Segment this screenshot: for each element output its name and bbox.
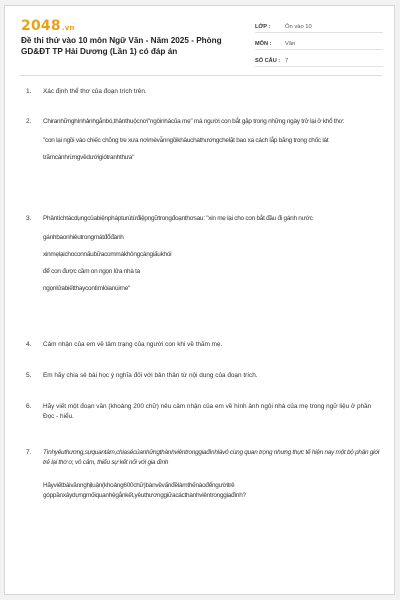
exam-meta	[255, 20, 383, 71]
question-context: Tìnhyêuthương,sựquantâm,chiasẻcủanhữngthànhviêntronggiađìnhlàvô cùng quan trọng nhưng thực tế hiện nay một bộ phận giới trẻ lại thờ ơ, vô cảm, thiếu sự kết nối với gia đình	[43, 449, 380, 466]
question-text: Cảm nhận của em về tâm trạng của người con khi về thăm mẹ.	[43, 341, 223, 348]
meta-value: 7	[285, 58, 289, 64]
meta-row-class	[255, 20, 383, 33]
question-number: 1.	[26, 88, 32, 95]
question-number: 6.	[26, 403, 32, 410]
question-number: 7.	[26, 449, 32, 456]
question-number: 5.	[26, 372, 32, 379]
question-text: Phântíchtácdụngcủabiệnphápturùtừđiệpngữtrongđoạnthơsau: "xin mẹ lại cho con bắt đầu đi gánh nước	[43, 215, 313, 222]
question-text: Hãyviếtbàivănnghịluận(khoảng600chữ)bànvềvấnđềlàmthếnàođểngườitrẻ góppầnxâydựngmốiquanhệgắnkết,yêuthươnggiữacácthànhviêntronggiađình?	[43, 482, 246, 499]
question-body	[43, 402, 381, 429]
meta-key: LỚP :	[255, 24, 271, 30]
meta-value: Văn	[285, 41, 296, 47]
logo-text: 2048	[21, 18, 61, 34]
question-body	[43, 371, 381, 388]
quote-line: "con lại ngồi vào chiếc chõng tre xưa nơimèvẫnngồikhâuchathươngchelặt bao xa cách lắp băng trong chốc lát	[43, 136, 329, 144]
exam-title: Đề thi thử vào 10 môn Ngữ Văn - Năm 2025 - Phòng GD&ĐT TP Hải Dương (Lần 1) có đáp án	[21, 36, 222, 56]
question-number: 3.	[26, 215, 32, 222]
question-text: Em hãy chia sẻ bài học ý nghĩa đối với bản thân từ nội dung của đoạn trích.	[43, 372, 258, 379]
header	[5, 6, 394, 69]
quote-line: xinmẹlạichoconnấubữacommákhôngcàngiấukhói	[43, 250, 172, 258]
question-text: Xác định thể thơ của đoạn trích trên.	[43, 88, 147, 95]
quote-line: để con được cầm on ngọn lửa nhà ta	[43, 267, 140, 275]
question-text: Hãy viết một đoạn văn (khoảng 200 chữ) nêu cảm nhận của em về hình ảnh ngôi nhà của mẹ trong ngữ liệu ở phần Đọc - hiểu.	[43, 403, 372, 420]
meta-value: Ôn vào 10	[285, 24, 312, 30]
site-logo[interactable]	[21, 18, 75, 34]
meta-key: SỐ CÂU :	[255, 58, 281, 64]
question-text: Chiranhữnghìnhảnhgắnbó,thânthuộcnơi"ngôinhàcủa mẹ" mà người con bắt gặp trong những ngày trở lại ở khổ thơ:	[43, 118, 345, 125]
meta-row-subject	[255, 37, 383, 50]
question-number: 4.	[26, 341, 32, 348]
question-body	[43, 87, 381, 104]
quote-line: trămcánhrừngvềdướigiótranhthưa"	[43, 153, 135, 161]
meta-row-count	[255, 54, 383, 67]
exam-sheet	[4, 5, 395, 595]
quote-line: gánhbaonhiêutrongmátđổđành	[43, 233, 124, 241]
quote-line: ngọnlửabiếtthaycontìmlòianúirne"	[43, 284, 131, 292]
question-body	[43, 117, 381, 170]
header-divider	[19, 75, 382, 76]
logo-suffix: .vn	[61, 24, 75, 32]
meta-key: MÔN :	[255, 41, 272, 47]
question-body	[43, 214, 381, 301]
question-body	[43, 340, 381, 357]
question-body	[43, 448, 381, 508]
question-number: 2.	[26, 118, 32, 125]
